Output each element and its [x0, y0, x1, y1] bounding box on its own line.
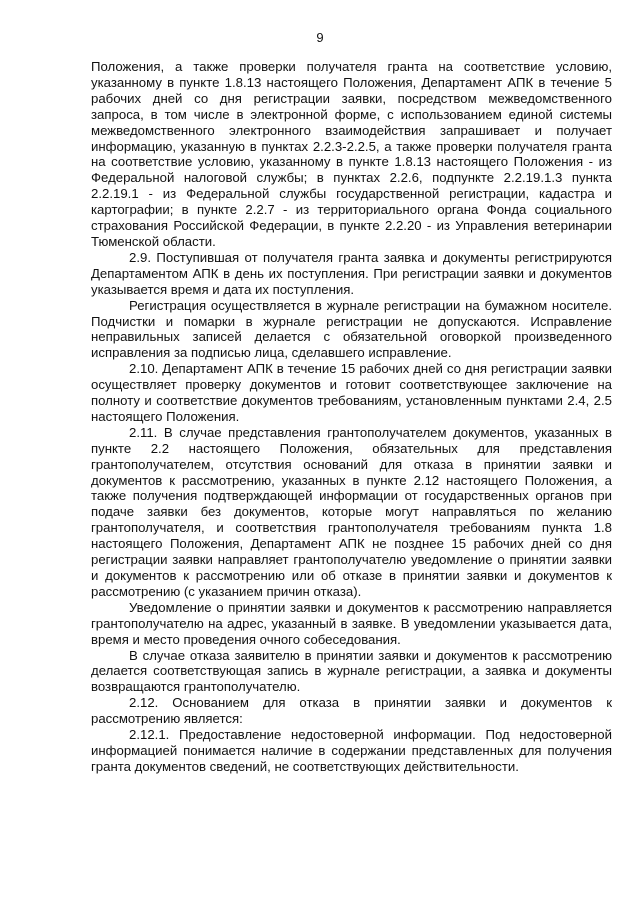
paragraph-registration: Регистрация осуществляется в журнале регистрации на бумажном носителе. Подчистки и помарки в журнале регистрации не допускаются. Исправление неправильных записей делается с обязательной оговоркой произведенного исправления за подписью лица, сделавшего исправление. [91, 297, 612, 361]
paragraph-continuation: Положения, а также проверки получателя гранта на соответствие условию, указанному в пункте 1.8.13 настоящего Положения, Департамент АПК в течение 5 рабочих дней со дня регистрации заявки, посредством межведомственного запроса, в том числе в электронной форме, с использованием единой системы межведомственного электронного взаимодействия запрашивает и получает информацию, указанную в пунктах 2.2.3-2.2.5, а также проверки получателя гранта на соответствие условию, указанному в пункте 1.8.13 настоящего Положения - из Федеральной налоговой службы; в пунктах 2.2.6, подпункте 2.2.19.1.3 пункта 2.2.19.1 - из Федеральной службы государственной регистрации, кадастра и картографии; в пункте 2.2.7 - из территориального органа Фонда социального страхования Российской Федерации, в пункте 2.2.20 - из Управления ветеринарии Тюменской области. [91, 59, 612, 249]
paragraph-2-11: 2.11. В случае представления грантополучателем документов, указанных в пункте 2.2 настоящего Положения, обязательных для представления грантополучателем, отсутствия оснований для отказа в принятии заявки и документов к рассмотрению, указанных в пункте 2.12 настоящего Положения, а также получения подтверждающей информации от государственных органов при подаче заявки без документов, которые могут направляться по желанию грантополучателя, и соответствия грантополучателя требованиям пункта 1.8 настоящего Положения, Департамент АПК не позднее 15 рабочих дней со дня регистрации заявки направляет грантополучателю уведомление о принятии заявки и документов к рассмотрению или об отказе в принятии заявки и документов к рассмотрению (с указанием причин отказа). [91, 424, 612, 599]
paragraph-2-10: 2.10. Департамент АПК в течение 15 рабочих дней со дня регистрации заявки осуществляет проверку документов и готовит соответствующее заключение на полноту и соответствие документов требованиям, установленным пунктами 2.4, 2.5 настоящего Положения. [91, 361, 612, 424]
document-body [91, 59, 612, 775]
page-number: 9 [316, 30, 324, 45]
paragraph-notification: Уведомление о принятии заявки и документов к рассмотрению направляется грантополучателю на адрес, указанный в заявке. В уведомлении указывается дата, время и место проведения очного собеседования. [91, 599, 612, 647]
paragraph-2-12-1: 2.12.1. Предоставление недостоверной информации. Под недостоверной информацией понимается наличие в содержании представленных для получения гранта документов сведений, не соответствующих действительности. [91, 727, 612, 774]
paragraph-refusal: В случае отказа заявителю в принятии заявки и документов к рассмотрению делается соответствующая запись в журнале регистрации, а заявка и документы возвращаются грантополучателю. [91, 647, 612, 695]
paragraph-2-12: 2.12. Основанием для отказа в принятии заявки и документов к рассмотрению является: [91, 695, 612, 727]
paragraph-2-9: 2.9. Поступившая от получателя гранта заявка и документы регистрируются Департаментом АПК в день их поступления. При регистрации заявки и документов указывается время и дата их поступления. [91, 249, 612, 297]
